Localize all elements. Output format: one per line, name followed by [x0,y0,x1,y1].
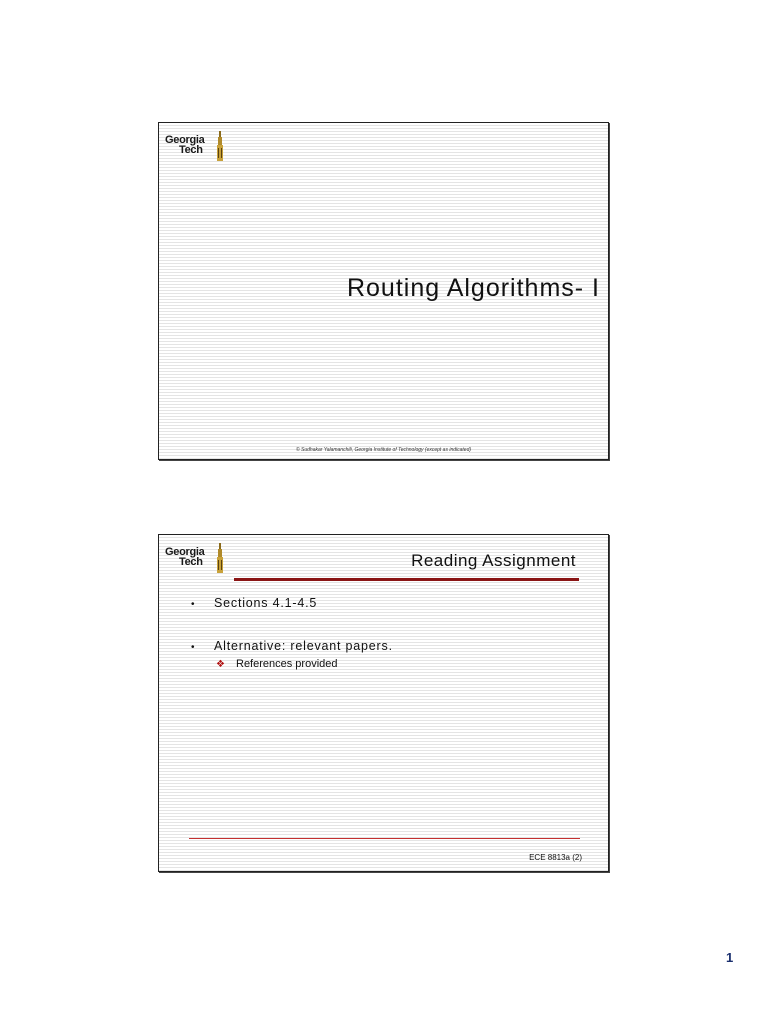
copyright-notice: © Sudhakar Yalamanchili, Georgia Institute of Technology (except as indicated) [295,447,472,453]
slide-heading: Reading Assignment [411,551,576,570]
logo-text-line1: Georgia [165,134,205,146]
slide-title: Routing Algorithms- I [346,274,600,302]
bullet-marker: • [191,599,196,610]
bullet-marker: • [191,642,196,653]
georgia-tech-logo [165,543,227,573]
footer-divider [189,838,580,839]
logo-text-line1: Georgia [165,546,205,558]
bullet-text: Sections 4.1-4.5 [214,596,318,610]
bullet-item [191,639,393,653]
georgia-tech-logo [165,131,227,161]
tech-tower-icon [215,131,225,161]
bullet-text: Alternative: relevant papers. [214,639,393,653]
page-number: 1 [726,950,734,965]
sub-bullet-item [216,658,338,670]
logo-text-line2: Tech [179,144,203,156]
slide-1 [158,122,609,460]
diamond-bullet-icon: ❖ [216,659,225,670]
heading-divider [234,578,579,581]
slide-2 [158,534,609,872]
sub-bullet-text: References provided [236,658,338,670]
bullet-item [191,596,317,610]
logo-text-line2: Tech [179,556,203,568]
tech-tower-icon [215,543,225,573]
slide-footer-label: ECE 8813a (2) [529,853,582,862]
